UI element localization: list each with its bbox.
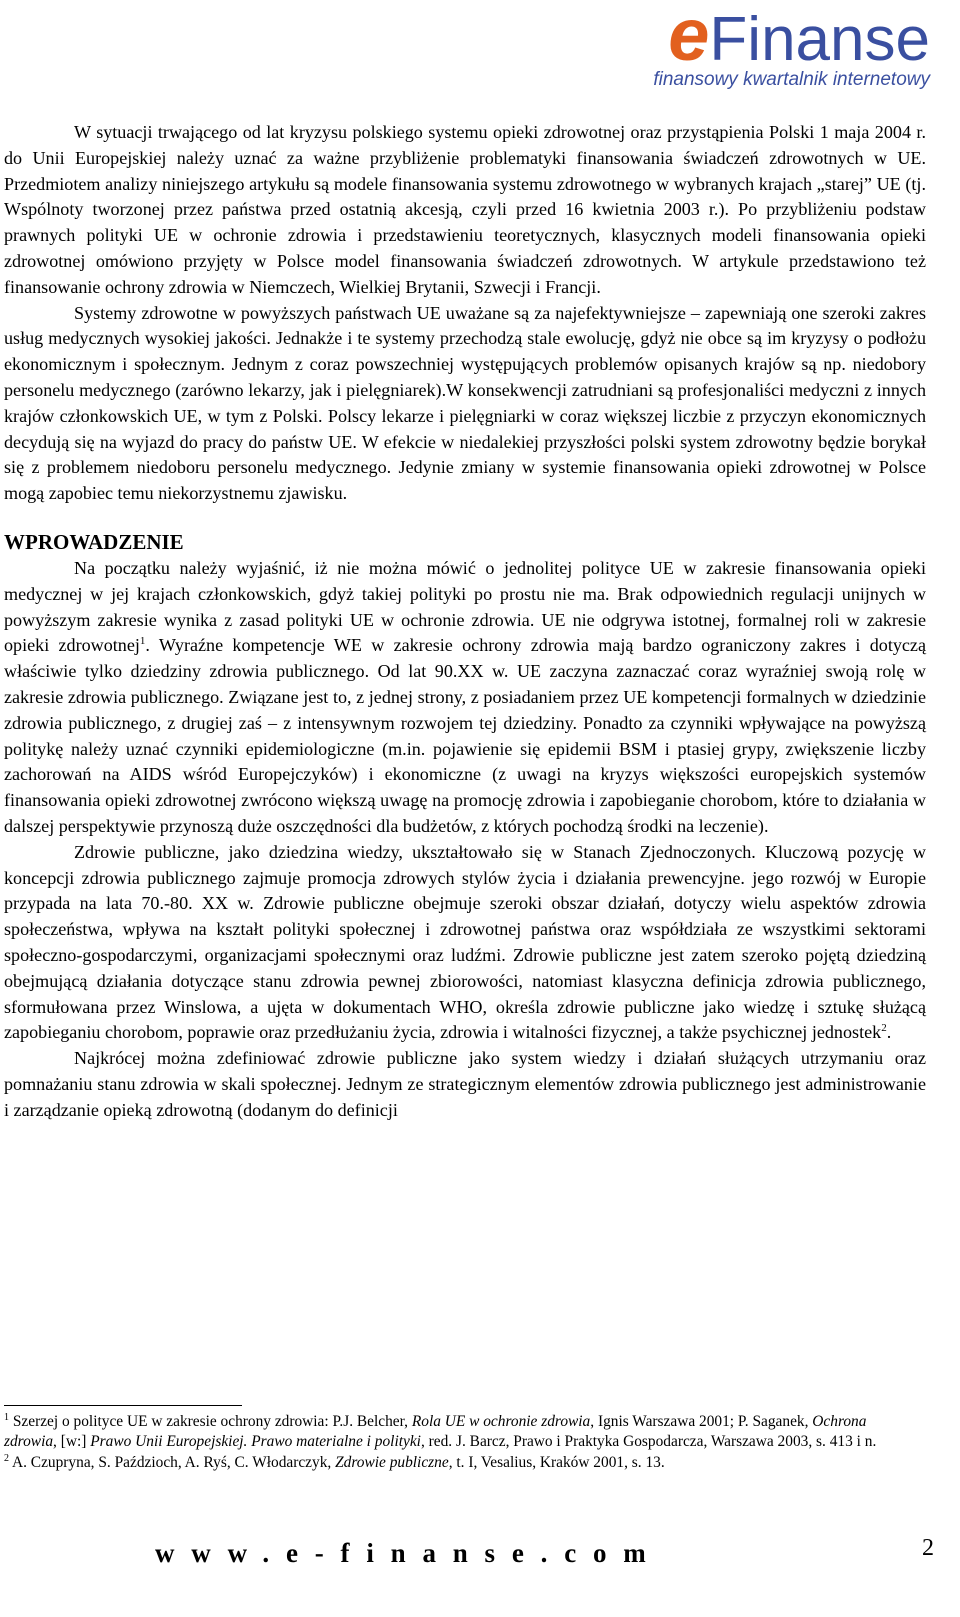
footnote-text: , Ignis Warszawa 2001; P. Saganek,	[590, 1413, 813, 1430]
paragraph-text: Zdrowie publiczne, jako dziedzina wiedzy, ukształtowało się w Stanach Zjednoczonych. Kluczową pozycję w koncepcji zdrowia publicznego zajmuje promocja zdrowych stylów życia i działania prewencyjne. jego rozwój w Europie przypada na lata 70.-80. XX w. Zdrowie publiczne obejmuje szeroki obszar działań, dotyczy wielu aspektów zdrowia społeczeństwa, wpływa na kształt polityki społecznej i zdrowotnej państwa oraz współdziała ze wszystkimi sektorami społeczno-gospodarczymi, organizacjami społecznymi oraz ludźmi. Zdrowie publiczne jest zatem szeroko pojętą dziedziną obejmującą działania dotyczące stanu zdrowia pewnej zbiorowości, natomiast klasyczna definicja zdrowia publicznego, sformułowana przez Winslowa, a ujęta w dokumentach WHO, określa zdrowie publiczne jako wiedzę i sztukę służącą zapobieganiu chorobom, poprawie oraz przedłużaniu życia, zdrowia i witalności fizycznej, a także psychicznej jednostek	[4, 841, 926, 1043]
footnote-title: Ochrona zdrowia	[4, 1413, 867, 1451]
page-number: 2	[922, 1535, 934, 1561]
footnote-2	[4, 1453, 904, 1473]
paragraph-definition: Najkrócej można zdefiniować zdrowie publiczne jako system wiedzy i działań służących utrzymaniu oraz pomnażaniu stanu zdrowia w skali społecznej. Jednym ze strategicznym elementów zdrowia publicznego jest administrowanie i zarządzanie opieką zdrowotną (dodanym do definicji	[4, 1048, 926, 1120]
footnote-ref-2: 2	[881, 1022, 887, 1035]
paragraph-intro: W sytuacji trwającego od lat kryzysu polskiego systemu opieki zdrowotnej oraz przystąpienia Polski 1 maja 2004 r. do Unii Europejskiej należy uznać za ważne przybliżenie problematyki finansowania świadczeń zdrowotnych w UE. Przedmiotem analizy niniejszego artykułu są modele finansowania systemu zdrowotnego w wybranych krajach „starej” UE (tj. Wspólnoty tworzonej przez państwa przed ostatnią akcesją, czyli przed 16 kwietnia 2003 r.). Po przybliżeniu podstaw prawnych polityki UE w ochronie zdrowia i przedstawieniu teoretycznych, klasycznych modeli finansowania opieki zdrowotnej omówiono przyjęty w Polsce model finansowania świadczeń zdrowotnych. W artykule przedstawiono też finansowanie ochrony zdrowia w Niemczech, Wielkiej Brytanii, Szwecji i Francji.	[4, 122, 926, 297]
footnote-text: , red. J. Barcz, Prawo i Praktyka Gospodarcza, Warszawa 2003, s. 413 i n.	[420, 1433, 877, 1451]
logo-e: e	[668, 0, 710, 76]
paragraph-text: .	[886, 1022, 892, 1043]
footnote-number: 1	[4, 1412, 9, 1423]
footnote-ref-1: 1	[139, 635, 146, 648]
footnote-title: Zdrowie publiczne	[335, 1453, 449, 1471]
footnote-text: , [w:]	[53, 1433, 91, 1451]
paragraph-text: . Wyraźne kompetencje WE w zakresie ochrony zdrowia mają bardzo ograniczony zakres i dotyczą właściwie tylko dziedziny zdrowia publicznego. Od lat 90.XX w. UE zaczyna zaznaczać coraz wyraźniej swoją rolę w zakresie zdrowia publicznego. Związane jest to, z jednej strony, z posiadaniem przez UE kompetencji formalnych w dziedzinie zdrowia publicznego, z drugiej zaś – z intensywnym rozwojem tej dziedziny. Ponadto za czynniki wpływające na powyższą politykę należy uznać czynniki epidemiologiczne (m.in. pojawienie się epidemii BSM i ptasiej grypy, zwiększenie liczby zachorowań na AIDS wśród Europejczyków) i ekonomiczne (z uwagi na kryzys większości europejskich systemów finansowania opieki zdrowotnej zwrócono większą uwagę na promocję zdrowia i zapobieganie chorobom, które to działania w dalszej perspektywie przynoszą duże oszczędności dla budżetów, z których pochodzą środki na leczenie).	[4, 635, 926, 836]
logo-wordmark	[640, 0, 930, 76]
efinanse-logo	[640, 0, 930, 91]
footer-website: www.e-finanse.com	[155, 1538, 663, 1568]
footnote-1	[4, 1412, 904, 1453]
paragraph-wprowadzenie	[4, 556, 926, 840]
paragraph-text: Na początku należy wyjaśnić, iż nie można mówić o jednolitej polityce UE w zakresie finansowania opieki medycznej w jej krajach członkowskich, gdyż takiej polityki po prostu nie ma. Brak odpowiednich regulacji unijnych w powyższym zakresie wynika z zasad polityki UE w ochronie zdrowia. UE nie odgrywa istotnej, formalnej roli w zakresie opieki zdrowotnej	[4, 557, 926, 656]
footnote-separator	[4, 1405, 242, 1406]
footnote-text: Szerzej o polityce UE w zakresie ochrony zdrowia: P.J. Belcher,	[12, 1413, 412, 1430]
footnote-number: 2	[4, 1452, 9, 1464]
footnote-text: , t. I, Vesalius, Kraków 2001, s. 13.	[448, 1453, 665, 1471]
footnote-title: Rola UE w ochronie zdrowia	[411, 1413, 591, 1430]
article-body	[4, 120, 926, 1123]
footnote-title: Prawo Unii Europejskiej. Prawo materialne i polityki	[90, 1433, 421, 1451]
paragraph-public-health	[4, 840, 926, 1046]
logo-subtitle: finansowy kwartalnik internetowy	[653, 69, 930, 90]
logo-finanse: Finanse	[709, 5, 930, 74]
paragraph-systems: Systemy zdrowotne w powyższych państwach UE uważane są za najefektywniejsze – zapewniają one szeroki zakres usług medycznych wysokiej jakości. Jednakże i te systemy przechodzą stale ewolucję, gdyż nie obce są im kryzysy o podłożu ekonomicznym i społecznym. Jednym z coraz powszechniej występujących problemów opisanych krajów są np. niedobory personelu medycznego (zarówno lekarzy, jak i pielęgniarek).W konsekwencji zatrudniani są profesjonaliści medyczni z innych krajów członkowskich UE, w tym z Polski. Polscy lekarze i pielęgniarki w coraz większej liczbie z przyczyn ekonomicznych decydują się na wyjazd do pracy do państw UE. W efekcie w niedalekiej przyszłości polski system zdrowotny będzie borykał się z problemem niedoboru personelu medycznego. Jedynie zmiany w systemie finansowania opieki zdrowotnej w Polsce mogą zapobiec temu niekorzystnemu zjawisku.	[4, 302, 926, 504]
footnotes	[4, 1412, 904, 1473]
section-heading: WPROWADZENIE	[4, 529, 184, 554]
footnote-text: A. Czupryna, S. Paździoch, A. Ryś, C. Włodarczyk,	[12, 1453, 336, 1471]
